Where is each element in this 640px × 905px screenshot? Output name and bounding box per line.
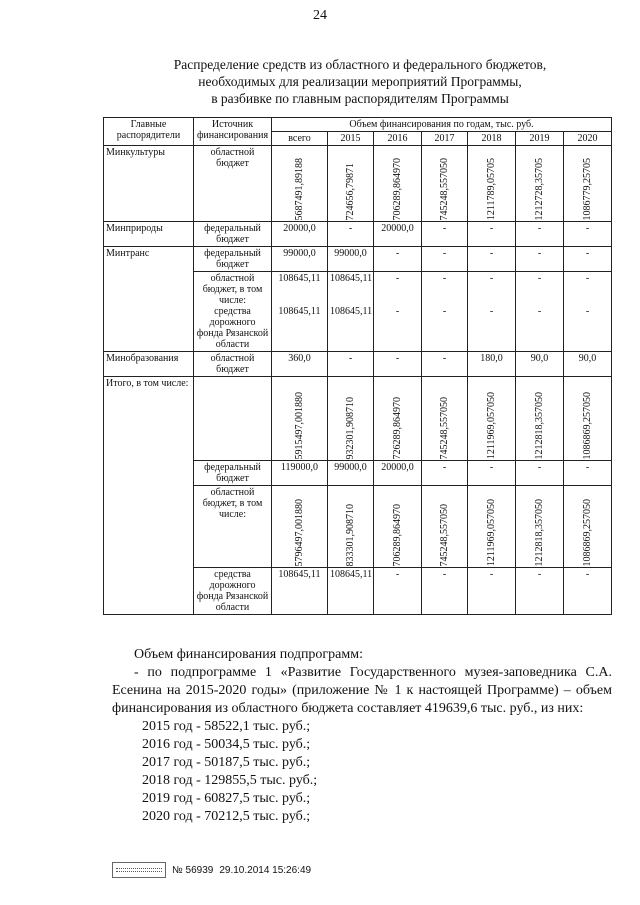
cell-sub-value: -: [537, 306, 542, 317]
cell-year: -: [516, 247, 564, 272]
cell-year: 99000,0: [328, 247, 374, 272]
cell-value: 1212818,357050: [534, 391, 545, 459]
cell-year: -: [374, 568, 422, 615]
cell-year: 90,0: [516, 352, 564, 377]
cell-agency: Итого, в том числе:: [104, 377, 194, 615]
financing-table: [103, 117, 612, 615]
header-year: 2018: [468, 132, 516, 146]
cell-year: -: [328, 222, 374, 247]
table-row: [104, 146, 612, 222]
cell-year: [374, 486, 422, 568]
cell-value: 108645,11: [330, 273, 373, 284]
cell-year: [468, 146, 516, 222]
cell-year: [328, 377, 374, 461]
cell-value: 745248,557050: [439, 503, 450, 566]
cell-year: [564, 486, 612, 568]
cell-year: 20000,0: [374, 222, 422, 247]
cell-year: -: [374, 247, 422, 272]
cell-year: -: [564, 247, 612, 272]
cell-year: -: [422, 222, 468, 247]
cell-year: [468, 486, 516, 568]
cell-year: -: [516, 568, 564, 615]
header-year: 2015: [328, 132, 374, 146]
cell-total: [272, 272, 328, 352]
table-row: [104, 247, 612, 272]
cell-total: [272, 377, 328, 461]
cell-sub-value: 108645,11: [330, 306, 373, 317]
page-number: 24: [313, 8, 327, 23]
cell-source: областной бюджет: [194, 352, 272, 377]
cell-sub-value: -: [489, 306, 494, 317]
cell-source: [194, 272, 272, 352]
header-financing-group: Объем финансирования по годам, тыс. руб.: [272, 118, 612, 132]
cell-agency: Минобразования: [104, 352, 194, 377]
cell-agency: Минприроды: [104, 222, 194, 247]
year-amount: 2020 год - 70212,5 тыс. руб.;: [142, 809, 311, 824]
cell-year: [374, 272, 422, 352]
cell-sub-value: 108645,11: [278, 306, 321, 317]
cell-value: 833301,908710: [345, 503, 356, 566]
cell-year: [328, 272, 374, 352]
year-amount: 2017 год - 50187,5 тыс. руб.;: [142, 755, 311, 770]
header-year: 2019: [516, 132, 564, 146]
year-amount: 2019 год - 60827,5 тыс. руб.;: [142, 791, 311, 806]
cell-value: -: [585, 273, 590, 284]
cell-year: -: [468, 568, 516, 615]
cell-value: 1086779,25705: [582, 157, 593, 220]
cell-year: -: [422, 568, 468, 615]
cell-year: [422, 377, 468, 461]
cell-year: [328, 486, 374, 568]
cell-year: [374, 377, 422, 461]
cell-year: -: [516, 461, 564, 486]
cell-source: средства дорожного фонда Рязанской области: [194, 568, 272, 615]
cell-source: [194, 377, 272, 461]
document-title: [120, 56, 600, 107]
cell-year: -: [564, 222, 612, 247]
cell-year: [516, 146, 564, 222]
cell-year: -: [374, 352, 422, 377]
cell-value: 706289,864970: [392, 503, 403, 566]
header-year: 2016: [374, 132, 422, 146]
sub-source-label: средства дорожного фонда Рязанской области: [196, 306, 269, 350]
cell-value: 1211969,057050: [486, 391, 497, 459]
cell-year: -: [422, 247, 468, 272]
cell-year: -: [422, 461, 468, 486]
header-agency: Главные распорядители: [104, 118, 194, 146]
cell-year: -: [516, 222, 564, 247]
cell-value: 932301,908710: [345, 396, 356, 459]
cell-value: 1211789,05705: [486, 157, 497, 220]
cell-source: федеральный бюджет: [194, 247, 272, 272]
cell-value: -: [489, 273, 494, 284]
cell-total: 99000,0: [272, 247, 328, 272]
cell-year: [564, 272, 612, 352]
cell-year: -: [328, 352, 374, 377]
cell-value: -: [537, 273, 542, 284]
cell-year: 180,0: [468, 352, 516, 377]
cell-value: 724656,79871: [345, 162, 356, 220]
cell-value: 745248,557050: [439, 157, 450, 220]
cell-year: 90,0: [564, 352, 612, 377]
subprogram-heading: Объем финансирования подпрограмм:: [134, 647, 363, 662]
cell-year: -: [422, 352, 468, 377]
cell-year: [516, 486, 564, 568]
cell-value: 5687491,89188: [294, 157, 305, 220]
cell-total: 20000,0: [272, 222, 328, 247]
cell-source: федеральный бюджет: [194, 461, 272, 486]
year-amount: 2015 год - 58522,1 тыс. руб.;: [142, 719, 311, 734]
header-year: 2020: [564, 132, 612, 146]
table-row: [104, 222, 612, 247]
cell-value: 745248,557050: [439, 396, 450, 459]
cell-value: 5915497,001880: [294, 391, 305, 459]
cell-agency: Минкультуры: [104, 146, 194, 222]
document-footer: [112, 862, 311, 878]
cell-year: -: [468, 461, 516, 486]
cell-value: -: [442, 273, 447, 284]
header-source: Источник финансирования: [194, 118, 272, 146]
cell-year: [564, 146, 612, 222]
doc-timestamp: 29.10.2014 15:26:49: [219, 864, 312, 876]
table-row: [104, 352, 612, 377]
title-line-2: необходимых для реализации мероприятий Программы,: [198, 74, 522, 89]
year-amount: 2018 год - 129855,5 тыс. руб.;: [142, 773, 318, 788]
source-label: областной бюджет, в том числе:: [202, 273, 263, 306]
yearly-amounts: [112, 718, 612, 826]
cell-source: областной бюджет, в том числе:: [194, 486, 272, 568]
cell-value: 1086869,257050: [582, 391, 593, 459]
title-line-3: в разбивке по главным распорядителям Программы: [211, 91, 509, 106]
cell-year: [422, 272, 468, 352]
cell-year: [516, 377, 564, 461]
barcode-stamp: [112, 862, 166, 878]
cell-year: [328, 146, 374, 222]
cell-value: 1211969,057050: [486, 498, 497, 566]
cell-value: 1212728,35705: [534, 157, 545, 220]
cell-value: 706289,864970: [392, 157, 403, 220]
cell-year: [564, 377, 612, 461]
cell-year: 99000,0: [328, 461, 374, 486]
cell-total: [272, 146, 328, 222]
cell-value: 5796497,001880: [294, 498, 305, 566]
cell-year: [374, 146, 422, 222]
cell-year: 20000,0: [374, 461, 422, 486]
cell-value: 1212818,357050: [534, 498, 545, 566]
cell-year: [468, 272, 516, 352]
cell-value: 726289,864970: [392, 396, 403, 459]
table-row: [104, 377, 612, 461]
subprogram-paragraph: - по подпрограмме 1 «Развитие Государственного музея-заповедника С.А. Есенина на 2015-2020 годы» (приложение № 1 к настоящей Программе) – объем финансирования из областного бюджета составляет 419639,6 тыс. руб., из них:: [112, 665, 612, 716]
cell-sub-value: -: [585, 306, 590, 317]
header-total: всего: [272, 132, 328, 146]
header-year: 2017: [422, 132, 468, 146]
year-amount: 2016 год - 50034,5 тыс. руб.;: [142, 737, 311, 752]
cell-total: 360,0: [272, 352, 328, 377]
cell-year: [422, 146, 468, 222]
cell-sub-value: -: [442, 306, 447, 317]
cell-year: [468, 377, 516, 461]
cell-year: -: [468, 222, 516, 247]
cell-total: 108645,11: [272, 568, 328, 615]
title-line-1: Распределение средств из областного и федерального бюджетов,: [173, 57, 547, 72]
cell-source: федеральный бюджет: [194, 222, 272, 247]
subprogram-text: [112, 646, 612, 826]
cell-value: 1086869,257050: [582, 498, 593, 566]
cell-year: -: [564, 568, 612, 615]
cell-value: -: [395, 273, 400, 284]
cell-year: [516, 272, 564, 352]
cell-agency: Минтранс: [104, 247, 194, 352]
cell-total: [272, 486, 328, 568]
doc-number: № 56939: [172, 864, 214, 876]
cell-year: [422, 486, 468, 568]
cell-total: 119000,0: [272, 461, 328, 486]
cell-year: -: [468, 247, 516, 272]
cell-value: 108645,11: [278, 273, 321, 284]
cell-year: 108645,11: [328, 568, 374, 615]
cell-source: областной бюджет: [194, 146, 272, 222]
cell-sub-value: -: [395, 306, 400, 317]
cell-year: -: [564, 461, 612, 486]
